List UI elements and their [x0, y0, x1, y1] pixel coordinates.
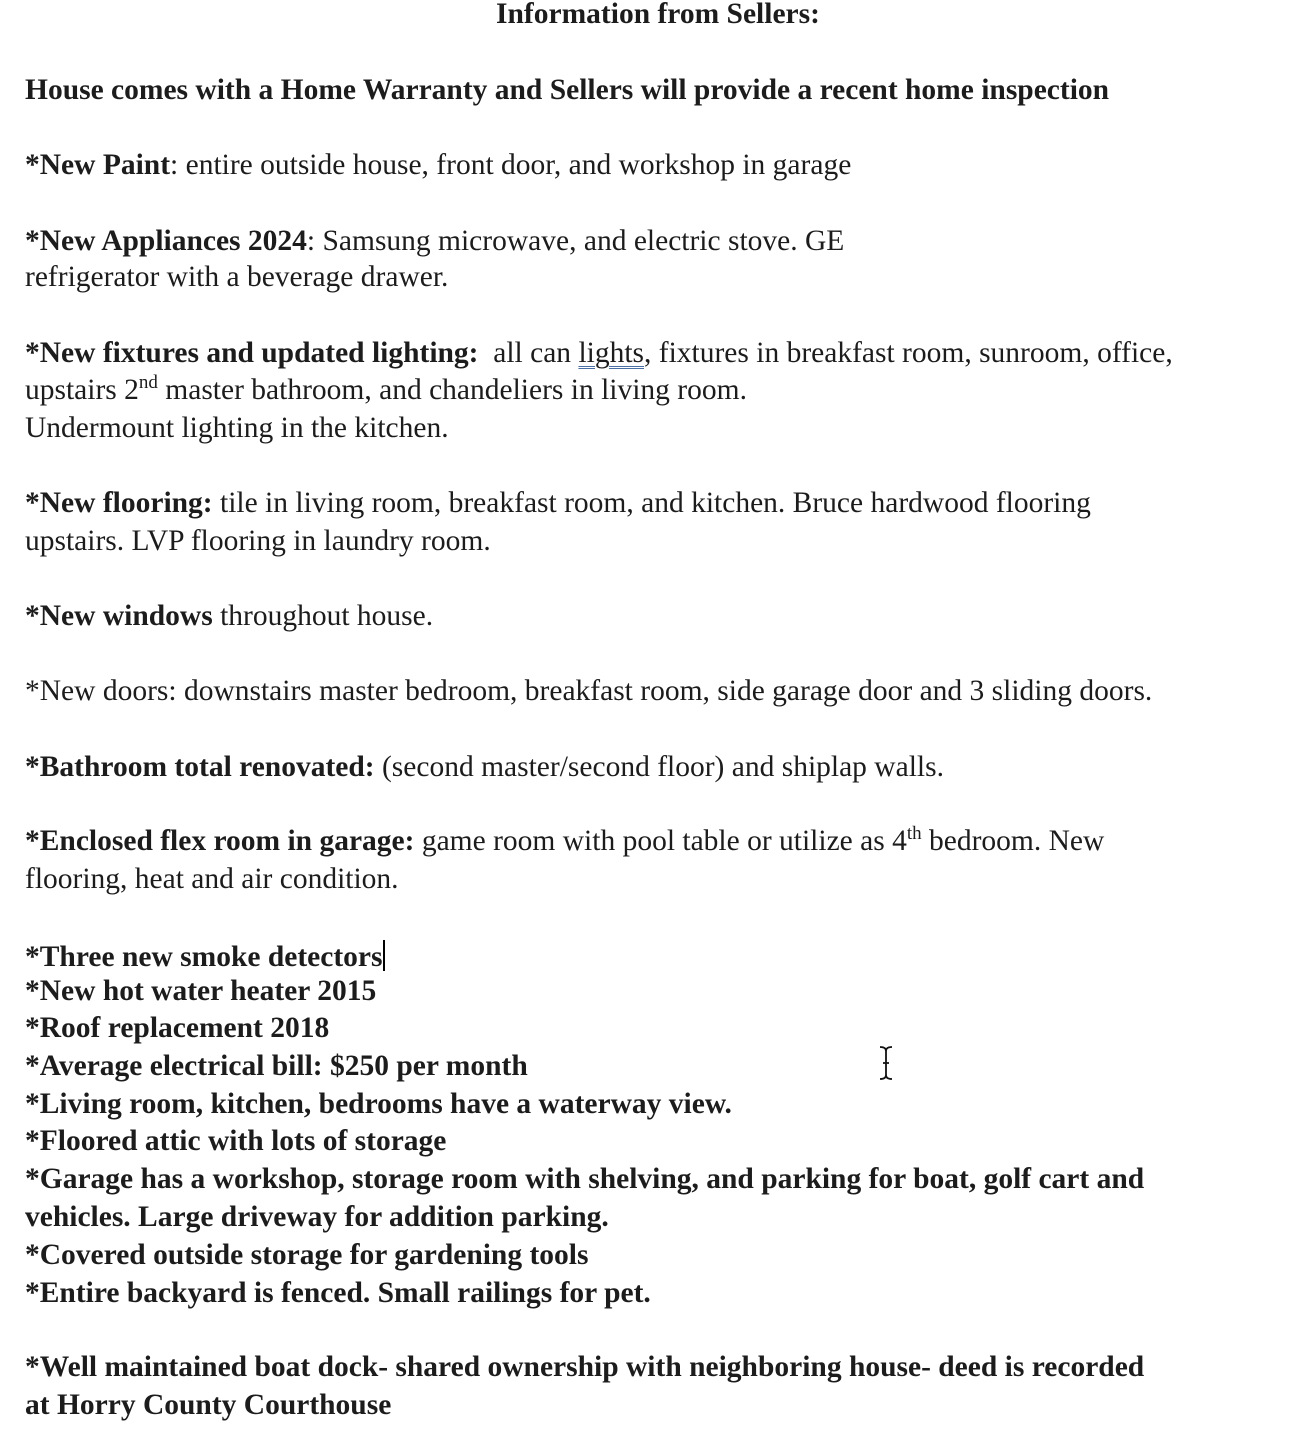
appliances-line-2: refrigerator with a beverage drawer.	[25, 261, 449, 293]
flex-line-2: flooring, heat and air condition.	[25, 863, 399, 895]
appliances-line-1	[25, 227, 844, 257]
bullet-garage-line-1: *Garage has a workshop, storage room with shelving, and parking for boat, golf cart and	[25, 1163, 1145, 1195]
flex-label: *Enclosed flex room in garage:	[25, 825, 415, 857]
fixtures-line-2	[25, 372, 747, 406]
ibeam-cursor-icon	[876, 1045, 896, 1081]
bullet-waterway-view: *Living room, kitchen, bedrooms have a waterway view.	[25, 1088, 732, 1120]
fixtures-superscript: nd	[138, 372, 158, 393]
bathroom-label: *Bathroom total renovated:	[25, 751, 375, 783]
bathroom-text: (second master/second floor) and shiplap walls.	[374, 751, 944, 783]
fixtures-label: *New fixtures and updated lighting:	[25, 337, 479, 369]
bullet-roof: *Roof replacement 2018	[25, 1012, 330, 1044]
bullet-backyard: *Entire backyard is fenced. Small railings for pet.	[25, 1277, 651, 1309]
fixtures-line-3: Undermount lighting in the kitchen.	[25, 412, 449, 444]
windows-label: *New windows	[25, 600, 213, 632]
windows-paragraph	[25, 602, 433, 632]
intro-line: House comes with a Home Warranty and Sellers will provide a recent home inspection	[25, 74, 1110, 106]
text-cursor-icon	[383, 940, 385, 971]
appliances-label: *New Appliances 2024	[25, 225, 307, 257]
flex-text-1a: game room with pool table or utilize as 4	[414, 825, 907, 857]
bullet-outside-storage: *Covered outside storage for gardening tools	[25, 1239, 589, 1271]
fixtures-line-1	[25, 339, 1173, 369]
fixtures-text-2a: upstairs 2	[25, 374, 139, 406]
doors-paragraph: *New doors: downstairs master bedroom, breakfast room, side garage door and 3 sliding doors.	[25, 675, 1153, 707]
appliances-text-1: : Samsung microwave, and electric stove. GE	[306, 225, 845, 257]
fixtures-text-1a: all can	[478, 337, 579, 369]
flooring-line-1	[25, 489, 1091, 519]
flex-line-1	[25, 823, 1105, 857]
fixtures-text-2b: master bathroom, and chandeliers in living room.	[157, 374, 747, 406]
document-title: Information from Sellers:	[496, 0, 820, 30]
bullet-attic: *Floored attic with lots of storage	[25, 1125, 447, 1157]
flooring-text-1: tile in living room, breakfast room, and kitchen. Bruce hardwood flooring	[212, 487, 1091, 519]
dock-line-2: at Horry County Courthouse	[25, 1389, 392, 1421]
paint-text: : entire outside house, front door, and workshop in garage	[170, 149, 852, 181]
flooring-line-2: upstairs. LVP flooring in laundry room.	[25, 525, 491, 557]
bullet-smoke-detectors	[25, 940, 385, 973]
bullet-garage-line-2: vehicles. Large driveway for addition parking.	[25, 1201, 609, 1233]
paint-paragraph	[25, 151, 851, 181]
fixtures-text-1b: , fixtures in breakfast room, sunroom, office,	[644, 337, 1173, 369]
flex-text-1b: bedroom. New	[921, 825, 1105, 857]
windows-text: throughout house.	[212, 600, 434, 632]
bullet-water-heater: *New hot water heater 2015	[25, 975, 377, 1007]
bullet-electrical-bill: *Average electrical bill: $250 per month	[25, 1050, 528, 1082]
bathroom-paragraph	[25, 753, 944, 783]
paint-label: *New Paint	[25, 149, 171, 181]
flex-superscript: th	[906, 823, 922, 844]
dock-line-1: *Well maintained boat dock- shared ownership with neighboring house- deed is recorded	[25, 1351, 1145, 1383]
flooring-label: *New flooring:	[25, 487, 213, 519]
bullet-smoke-detectors-text: *Three new smoke detectors	[25, 941, 383, 973]
fixtures-lights-word[interactable]: lights	[578, 337, 645, 369]
